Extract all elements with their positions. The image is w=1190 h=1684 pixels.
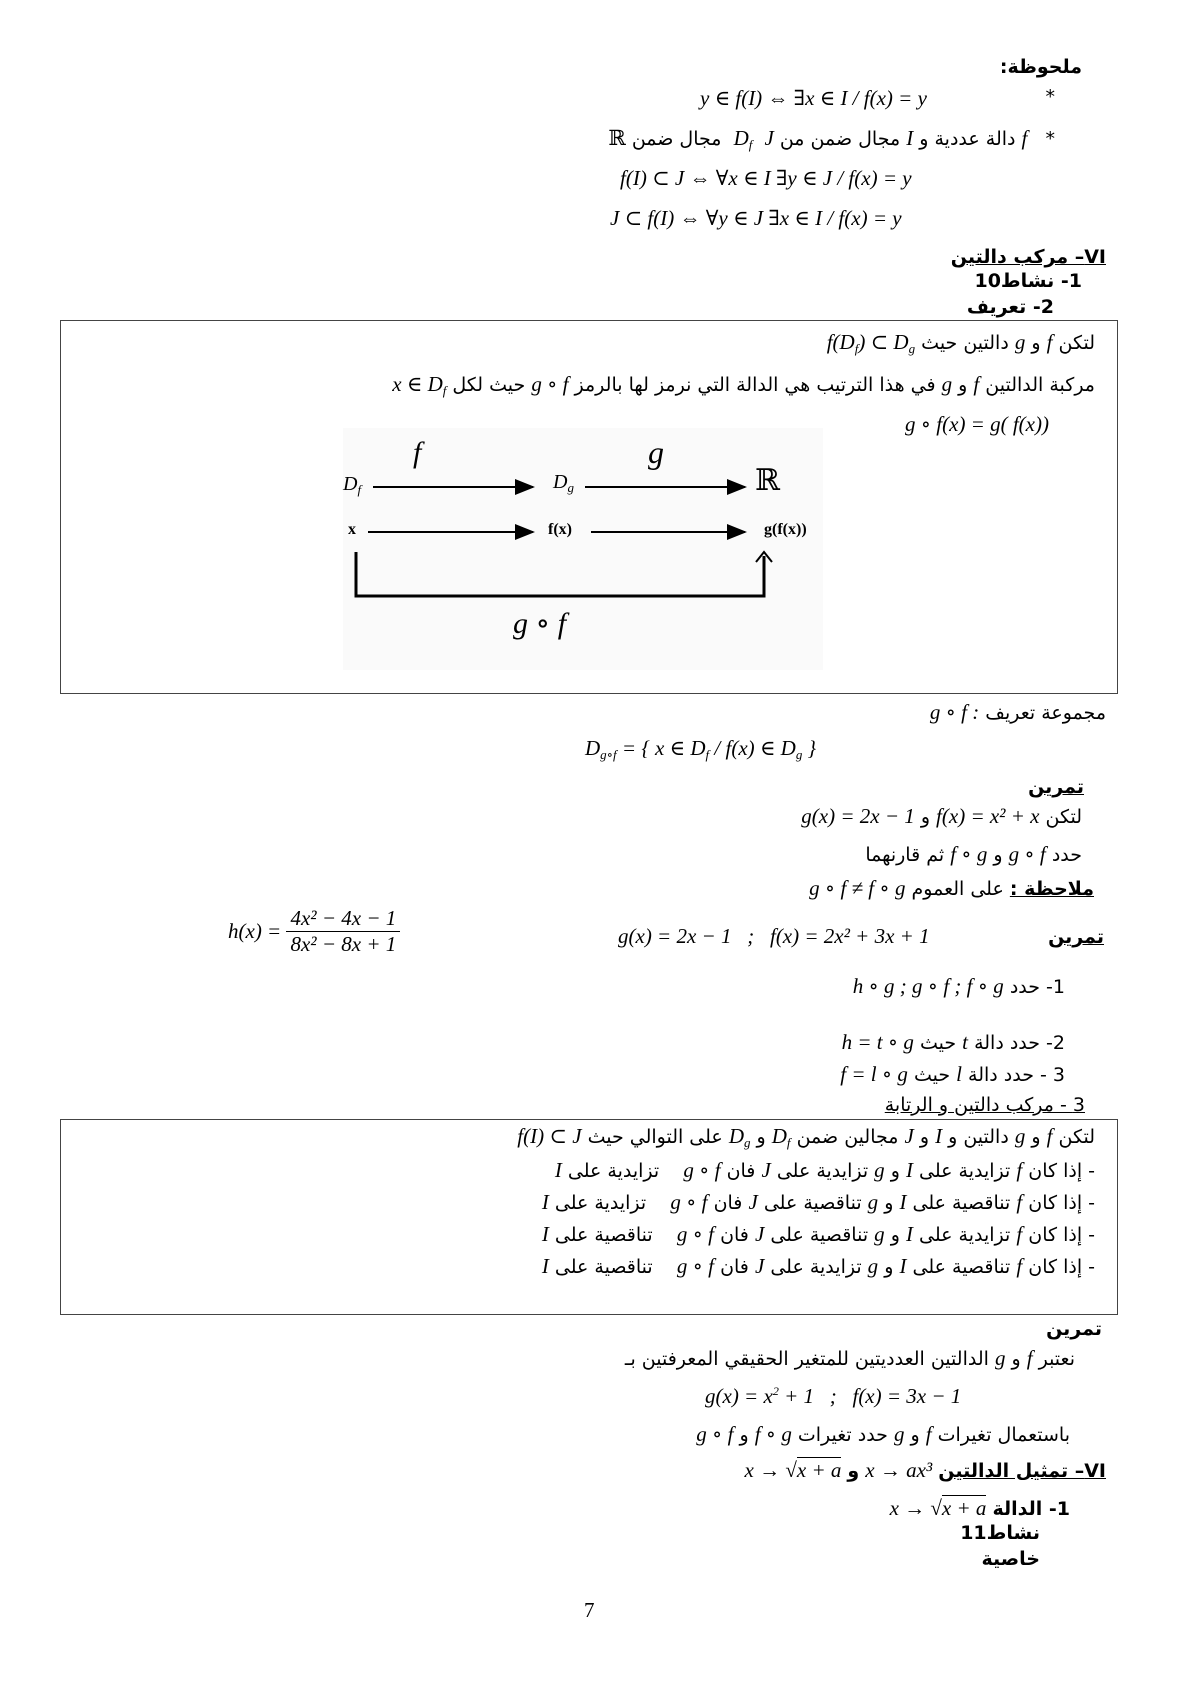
exercise-1-title: تمرين bbox=[1028, 776, 1084, 798]
ex1-l1-text: لتكن bbox=[1045, 806, 1082, 828]
diagram-df: $D_f$ bbox=[343, 473, 362, 497]
ex1-note-text: على العموم bbox=[911, 878, 1004, 900]
definition-line-2: مركبة الدالتين f و g في هذا الترتيب هي الدالة التي نرمز لها بالرمز g ∘ f حيث لكل x ∈ $D_f$ bbox=[392, 372, 1095, 398]
diagram-x: x bbox=[348, 521, 356, 538]
property-label: خاصية bbox=[981, 1548, 1040, 1570]
subsection-function: 1- الدالة x → √x + a bbox=[889, 1496, 1070, 1520]
ex2-q3-text2: حيث bbox=[913, 1064, 951, 1086]
diagram-g-label: g bbox=[648, 434, 664, 470]
diagram-gof: g ∘ f bbox=[513, 607, 567, 640]
ex1-l2-and: و bbox=[993, 844, 1003, 866]
exercise-2-functions: g(x) = 2x − 1 ; f(x) = 2x² + 3x + 1 bbox=[618, 924, 930, 948]
ex2-q1-text: 1- حدد bbox=[1009, 976, 1065, 998]
activity-10: 1- نشاط10 bbox=[974, 270, 1082, 292]
exercise-2-q2: 2- حدد دالة t حيث h = t ∘ g bbox=[841, 1030, 1065, 1054]
ex1-l1-and: و bbox=[920, 806, 930, 828]
ex1-g-math: g(x) = 2x − 1 bbox=[801, 804, 915, 828]
domain-formula: $D_{g\circ f}$ = { x ∈ $D_f / f(x)$ ∈ $D_g$ } bbox=[585, 736, 816, 762]
ex2-q3-text: 3 - حدد دالة bbox=[968, 1064, 1065, 1086]
note-title: ملحوظة: bbox=[999, 56, 1082, 78]
composite-bracket bbox=[356, 552, 764, 596]
ex1-l2-math2: f ∘ g bbox=[950, 842, 988, 866]
ex2-q2-text: 2- حدد دالة bbox=[974, 1032, 1065, 1054]
subsection-label: 1- الدالة bbox=[992, 1498, 1070, 1520]
def-l2-text3: حيث لكل bbox=[452, 374, 526, 396]
note-line-4: J ⊂ f(I) ⇔ ∀y ∈ J ∃x ∈ I / f(x) = y bbox=[610, 206, 902, 230]
note-line-2-text2: مجال ضمن من bbox=[779, 128, 901, 150]
ex2-q2-text2: حيث bbox=[919, 1032, 957, 1054]
exercise-3-line-3: باستعمال تغيرات f و g حدد تغيرات f ∘ g و g ∘ f bbox=[696, 1422, 1070, 1446]
note-line-2-text: دالة عددية و bbox=[919, 128, 1016, 150]
section-6b-title: VI– تمثيل الدالتين bbox=[938, 1460, 1106, 1482]
monotonic-rule-1: - إذا كان f تزايدية على I و g تزايدية على J فان g ∘ f تزايدية على I bbox=[554, 1158, 1095, 1182]
monotonic-rule-4: - إذا كان f تناقصية على I و g تزايدية على J فان g ∘ f تناقصية على I bbox=[541, 1254, 1095, 1278]
def-l1-and: و bbox=[1031, 332, 1041, 354]
exercise-3-functions: $g(x) = x^2 + 1$ ; f(x) = 3x − 1 bbox=[705, 1384, 962, 1408]
activity-11: نشاط11 bbox=[960, 1522, 1040, 1544]
composition-diagram bbox=[343, 428, 823, 670]
ex1-l2-text2: ثم قارنهما bbox=[865, 844, 945, 866]
exercise-2-q3: 3 - حدد دالة l حيث f = l ∘ g bbox=[840, 1062, 1065, 1086]
def-l2-and: و bbox=[958, 374, 968, 396]
section-6-title: VI– مركب دالتين bbox=[950, 246, 1106, 268]
note-line-3: f(I) ⊂ J ⇔ ∀x ∈ I ∃y ∈ J / f(x) = y bbox=[620, 166, 912, 190]
definition-line-1: لتكن f و g دالتين حيث $f(D_f)$ ⊂ $D_g$ bbox=[826, 330, 1095, 356]
section-6b-line: VI– تمثيل الدالتين x → ax³ و x → √x + a bbox=[744, 1458, 1106, 1482]
diagram-f-label: f bbox=[413, 436, 422, 469]
domain-label-math: : g ∘ f bbox=[929, 700, 980, 724]
ex1-note-math: g ∘ f ≠ f ∘ g bbox=[809, 876, 906, 900]
exercise-2-q1 bbox=[853, 974, 1065, 999]
diagram-dg: $D_g$ bbox=[553, 471, 574, 495]
domain-label bbox=[930, 700, 1106, 725]
exercise-3-title: تمرين bbox=[1046, 1318, 1102, 1340]
monotonic-rule-3: - إذا كان f تزايدية على I و g تناقصية على J فان g ∘ f تناقصية على I bbox=[541, 1222, 1095, 1246]
exercise-2-h-function: h(x) = $\frac{\text{4x² − 4x − 1}}{\text{8x² − 8x + 1}}$ bbox=[228, 906, 400, 957]
definition-label: 2- تعريف bbox=[966, 296, 1054, 318]
ex1-f-math: f(x) = x² + x bbox=[936, 804, 1040, 828]
monotonic-section-title: 3 - مركب دالتين و الرتابة bbox=[884, 1094, 1085, 1116]
note-line-1 bbox=[700, 86, 1055, 111]
exercise-1-line-2 bbox=[865, 842, 1082, 867]
def-l1-text: لتكن bbox=[1058, 332, 1095, 354]
diagram-fx: f(x) bbox=[548, 521, 572, 538]
definition-formula: g ∘ f(x) = g( f(x)) bbox=[905, 412, 1049, 436]
def-l2-text: مركبة الدالتين bbox=[985, 374, 1095, 396]
note-line-2: * f دالة عددية و I مجال ضمن من $D_f$ J مجال ضمن ℝ bbox=[608, 126, 1055, 152]
h-denominator: 8x² − 8x + 1 bbox=[290, 932, 397, 956]
domain-label-text: مجموعة تعريف bbox=[985, 702, 1106, 724]
exercise-3-line-1: نعتبر f و g الدالتين العدديتين للمتغير الحقيقي المعرفتين بـ bbox=[624, 1346, 1075, 1370]
monotonic-rule-2: - إذا كان f تناقصية على I و g تناقصية على J فان g ∘ f تزايدية على I bbox=[541, 1190, 1095, 1214]
exercise-1-line-1 bbox=[801, 804, 1082, 829]
monotonic-intro: لتكن f و g دالتين و I و J مجالين ضمن $D_f$ و $D_g$ على التوالي حيث f(I) ⊂ J bbox=[517, 1124, 1095, 1150]
def-l1-text2: دالتين حيث bbox=[921, 332, 1009, 354]
ex1-note-label: ملاحظة : bbox=[1009, 878, 1094, 900]
ex2-q1-math: h ∘ g ; g ∘ f ; f ∘ g bbox=[852, 974, 1004, 998]
bullet-1: * bbox=[1045, 86, 1055, 108]
diagram-gfx: g(f(x)) bbox=[764, 521, 807, 538]
bullet-2: * bbox=[1045, 128, 1055, 150]
ex1-l2-math1: g ∘ f bbox=[1008, 842, 1046, 866]
ex1-l2-text: حدد bbox=[1051, 844, 1082, 866]
diagram-reals: ℝ bbox=[755, 463, 780, 498]
note-line-2-text3: مجال ضمن bbox=[631, 128, 722, 150]
page-number: 7 bbox=[584, 1598, 595, 1622]
exercise-2-title: تمرين bbox=[1048, 926, 1104, 948]
note-line-1-math: y ∈ f(I) ⇔ ∃x ∈ I / f(x) = y bbox=[700, 86, 927, 110]
def-l2-text2: في هذا الترتيب هي الدالة التي نرمز لها بالرمز bbox=[574, 374, 936, 396]
exercise-1-note bbox=[809, 876, 1094, 901]
h-numerator: 4x² − 4x − 1 bbox=[286, 906, 400, 932]
